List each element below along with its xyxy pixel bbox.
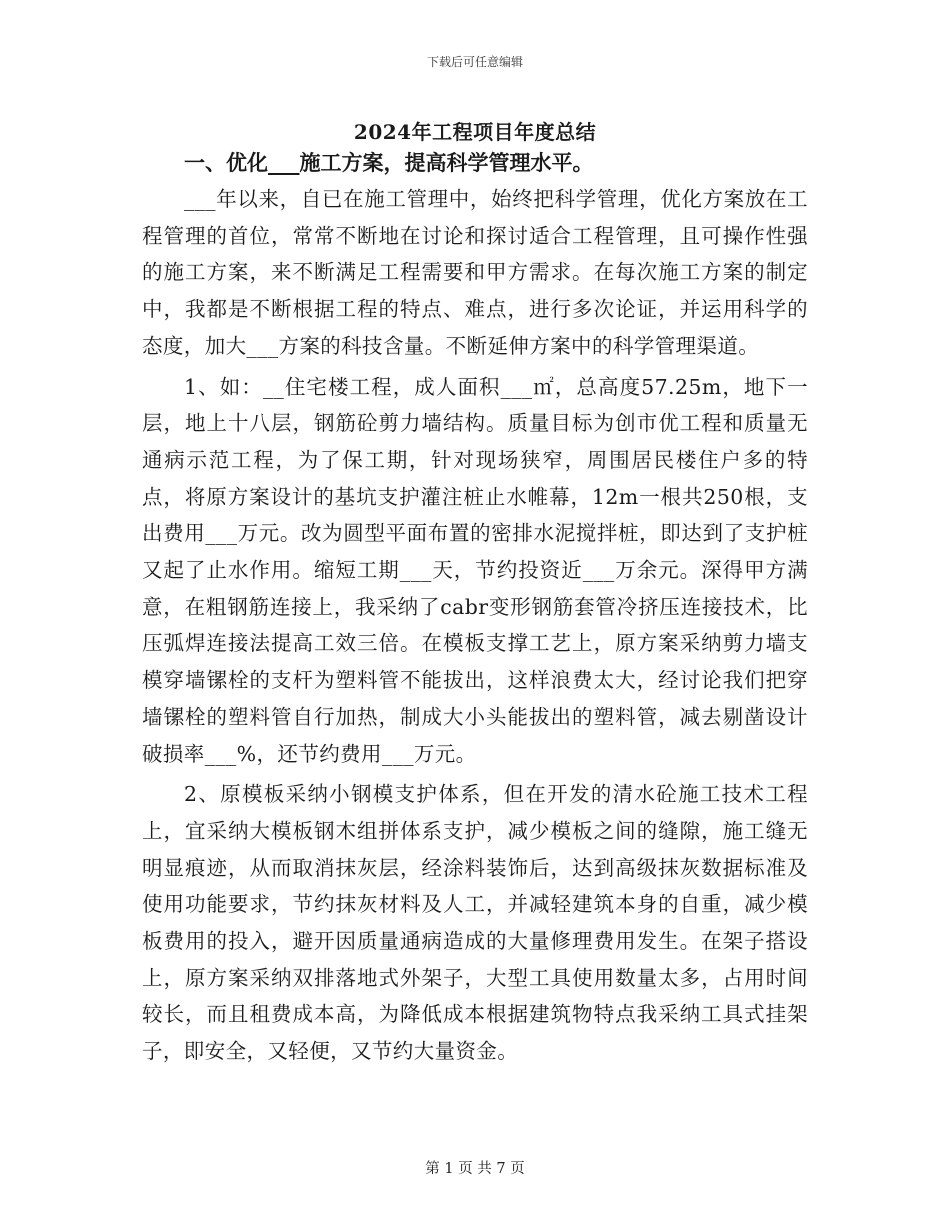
paragraph: 1、如：__住宅楼工程，成人面积___㎡，总高度57.25m，地下一层，地上十八层，钢筋砼剪力墙结构。质量目标为创市优工程和质量无通病示范工程，为了保工期，针对现场狭窄，周围居民楼住户多的特点，将原方案设计的基坑支护灌注桩止水帷幕，12m一根共250根，支出费用___万元。改为圆型平面布置的密排水泥搅拌桩，即达到了支护桩又起了止水作用。缩短工期___天，节约投资近___万余元。深得甲方满意，在粗钢筋连接上，我采纳了cabr变形钢筋套管冷挤压连接技术，比压弧焊连接法提高工效三倍。在模板支撑工艺上，原方案采纳剪力墙支模穿墙镙栓的支杆为塑料管不能拔出，这样浪费太大，经讨论我们把穿墙镙栓的塑料管自行加热，制成大小头能拔出的塑料管，减去剔凿设计破损率___%，还节约费用___万元。 (142, 374, 808, 766)
paragraph: ___年以来，自已在施工管理中，始终把科学管理，优化方案放在工程管理的首位，常常不断地在讨论和探讨适合工程管理，且可操作性强的施工方案，来不断满足工程需要和甲方需求。在每次施工方案的制定中，我都是不断根据工程的特点、难点，进行多次论证，并运用科学的态度，加大___方案的科技含量。不断延伸方案中的科学管理渠道。 (142, 187, 808, 358)
paragraph: 2、原模板采纳小钢模支护体系，但在开发的清水砼施工技术工程上，宜采纳大模板钢木组拼体系支护，减少模板之间的缝隙，施工缝无明显痕迹，从而取消抹灰层，经涂料装饰后，达到高级抹灰数据标准及使用功能要求，节约抹灰材料及人工，并减轻建筑本身的自重，减少模板费用的投入，避开因质量通病造成的大量修理费用发生。在架子搭设上，原方案采纳双排落地式外架子，大型工具使用数量太多，占用时间较长，而且租费成本高，为降低成本根据建筑物特点我采纳工具式挂架子，即安全，又轻便，又节约大量资金。 (142, 782, 808, 1064)
document-body (142, 145, 808, 1070)
header-note: 下载后可任意编辑 (426, 55, 523, 69)
section-heading: 一、优化___施工方案，提高科学管理水平。 (184, 150, 594, 175)
document-title: 2024年工程项目年度总结 (353, 120, 597, 144)
page-number: 第 1 页 共 7 页 (425, 1161, 525, 1177)
